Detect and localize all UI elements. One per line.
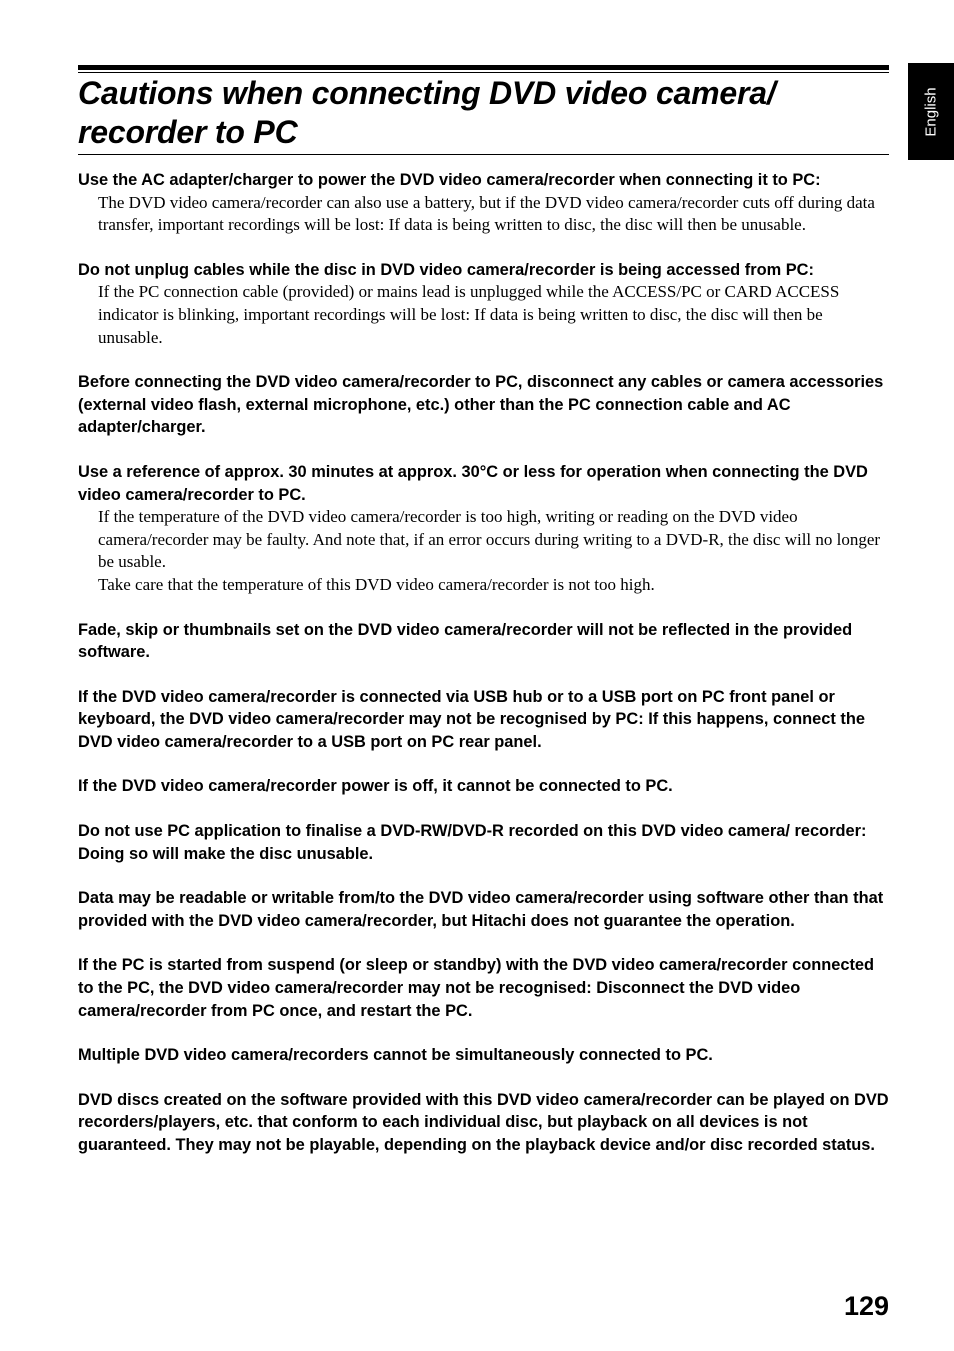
caution-heading: If the PC is started from suspend (or sleep or standby) with the DVD video camera/recorder connected to the PC, the DVD video camera/recorder may not be recognised: Disconnect the DVD video camera/recorder from PC once, and restart the PC. [78,956,875,1020]
language-tab-label: English [922,86,940,137]
page-number: 129 [843,1291,889,1321]
caution-heading: Do not unplug cables while the disc in DVD video camera/recorder is being accessed from PC: [78,260,814,279]
header-rule-thin [78,72,889,73]
caution-section [78,259,889,349]
caution-heading: Fade, skip or thumbnails set on the DVD video camera/recorder will not be reflected in the provided software. [78,620,853,662]
language-tab [908,63,954,160]
caution-section [78,1044,889,1067]
caution-heading: Use a reference of approx. 30 minutes at approx. 30°C or less for operation when connecting the DVD video camera/recorder to PC. [78,462,868,504]
title-underline [78,154,889,155]
page-title: Cautions when connecting DVD video camera/ recorder to PC [78,75,776,150]
caution-heading: Do not use PC application to finalise a DVD-RW/DVD-R recorded on this DVD video camera/ recorder: Doing so will make the disc unusable. [78,822,867,863]
caution-section [78,169,889,237]
caution-heading: Data may be readable or writable from/to the DVD video camera/recorder using software other than that provided with the DVD video camera/recorder, but Hitachi does not guarantee the operation. [78,889,884,930]
caution-heading: Multiple DVD video camera/recorders cannot be simultaneously connected to PC. [78,1046,713,1065]
caution-body: If the PC connection cable (provided) or mains lead is unplugged while the ACCESS/PC or CARD ACCESS indicator is blinking, important recordings will be lost: If data is being written to disc, the disc will then be unusable. [98,282,840,347]
caution-section [78,686,889,754]
caution-body: Take care that the temperature of this DVD video camera/recorder is not too high. [98,574,655,594]
caution-heading: Use the AC adapter/charger to power the DVD video camera/recorder when connecting it to PC: [78,171,821,189]
caution-section [78,954,889,1022]
caution-body: If the temperature of the DVD video camera/recorder is too high, writing or reading on the DVD video camera/recorder may be faulty. And note that, if an error occurs during writing to a DVD-R, the disc will no longer be usable. [98,507,881,572]
caution-heading: If the DVD video camera/recorder power is off, it cannot be connected to PC. [78,777,673,796]
caution-heading: DVD discs created on the software provided with this DVD video camera/recorder can be played on DVD recorders/players, etc. that conform to each individual disc, but playback on all devices is not guaranteed. They may not be playable, depending on the playback device and/or disc recorded status. [78,1090,889,1154]
caution-heading: If the DVD video camera/recorder is connected via USB hub or to a USB port on PC front panel or keyboard, the DVD video camera/recorder may not be recognised by PC: If this happens, connect the DVD video camera/recorder to a USB port on PC rear panel. [78,687,865,751]
header-rule-thick [78,65,889,70]
cautions-list [78,169,889,1179]
caution-heading: Before connecting the DVD video camera/recorder to PC, disconnect any cables or camera accessories (external video flash, external microphone, etc.) other than the PC connection cable and AC adapter/charger. [78,373,884,437]
caution-section [78,775,889,798]
caution-section [78,1089,889,1157]
caution-section [78,461,889,597]
caution-body: The DVD video camera/recorder can also use a battery, but if the DVD video camera/recorder cuts off during data transfer, important recordings will be lost: If data is being written to disc, the disc will then be unusable. [98,192,875,235]
caution-section [78,887,889,932]
caution-section [78,820,889,865]
caution-section [78,371,889,439]
caution-section [78,619,889,664]
